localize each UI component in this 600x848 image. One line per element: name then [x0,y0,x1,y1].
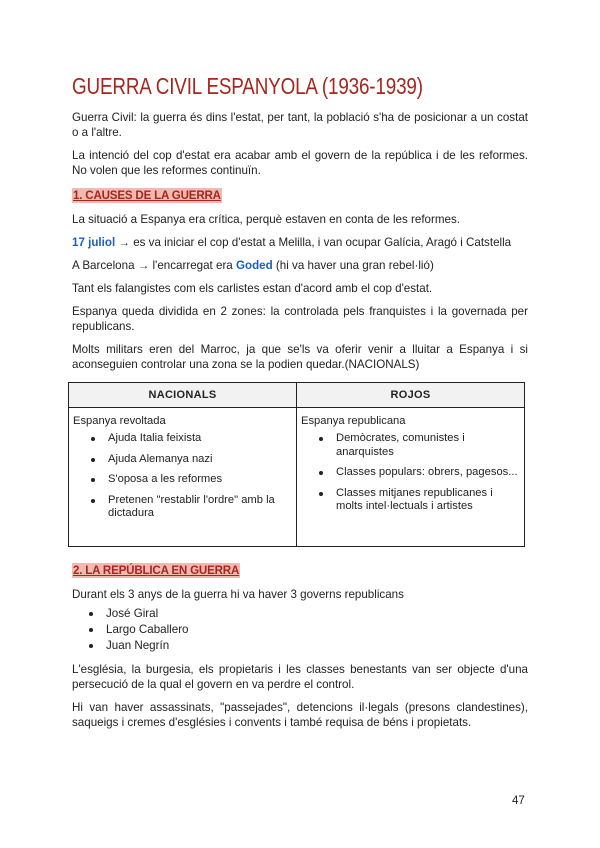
list-item: Ajuda Italia feixista [108,432,292,446]
cell-nacionals-title: Espanya revoltada [73,415,166,427]
page-title: GUERRA CIVIL ESPANYOLA (1936-1939) [72,73,423,99]
list-item: Classes mitjanes republicanes i molts intel·lectuals i artistes [336,487,520,514]
rojos-list [301,432,520,514]
cell-rojos [297,408,525,547]
list-item: Classes populars: obrers, pagesos... [336,466,520,480]
paragraph-barcelona-start: A Barcelona → l'encarregat era [72,259,236,272]
comparison-table [68,382,525,547]
paragraph-assassinats: Hi van haver assassinats, "passejades", detencions il·legals (presons clandestines), saqueigs i cremes d'esglésies i convents i també requisa de béns i propietats. [72,700,528,729]
header-nacionals: NACIONALS [69,383,297,408]
paragraph-militars: Molts militars eren del Marroc, ja que se'ls va oferir venir a lluitar a Espanya i si aconseguien controlar una zona se la podien quedar.(NACIONALS) [72,343,528,371]
list-item: José Giral [106,606,528,622]
paragraph-juliol-text: → es va iniciar el cop d'estat a Melilla, i van ocupar Galícia, Aragó i Catstella [115,236,512,249]
paragraph-juliol [72,235,528,250]
governs-list [72,606,528,654]
header-rojos: ROJOS [297,383,525,408]
section-1-heading: 1. CAUSES DE LA GUERRA [73,189,221,202]
intro-paragraph-2: La intenció del cop d'estat era acabar amb el govern de la república i de les reformes. No volen que les reformes continuïn. [72,149,528,177]
intro-paragraph-1: Guerra Civil: la guerra és dins l'estat, per tant, la població s'ha de posicionar a un costat o a l'altre. [72,111,528,139]
paragraph-barcelona-end: (hi va haver una gran rebel·lió) [272,259,434,272]
paragraph-esglesia: L'església, la burgesia, els propietaris i les classes benestants van ser objecte d'una persecució de la qual el govern en va perdre el control. [72,662,528,691]
page-number: 47 [512,795,525,807]
list-item: Juan Negrín [106,638,528,654]
table-row [69,408,525,547]
paragraph-falangistes: Tant els falangistes com els carlistes estan d'acord amb el cop d'estat. [72,282,433,295]
cell-rojos-title: Espanya republicana [301,415,406,427]
list-item: Ajuda Alemanya nazi [108,453,292,467]
paragraph-governs: Durant els 3 anys de la guerra hi va haver 3 governs republicans [72,587,404,601]
list-item: Largo Caballero [106,622,528,638]
section-2-heading-wrap [72,561,528,579]
paragraph-zones: Espanya queda dividida en 2 zones: la controlada pels franquistes i la governada per republicans. [72,305,528,333]
list-item: Demòcrates, comunistes i anarquistes [336,432,520,459]
paragraph-situacio: La situació a Espanya era crítica, perquè estaven en conta de les reformes. [72,213,460,226]
table-header-row [69,383,525,408]
list-item: Pretenen "restablir l'ordre" amb la dictadura [108,494,292,521]
document-page [72,72,528,730]
date-17-juliol: 17 juliol [72,236,116,249]
section-2-heading: 2. LA REPÚBLICA EN GUERRA [73,563,240,577]
section-1-heading-wrap [72,186,528,204]
paragraph-barcelona [72,258,528,273]
list-item: S'oposa a les reformes [108,473,292,487]
cell-nacionals [69,408,297,547]
nacionals-list [73,432,292,521]
name-goded: Goded [235,259,273,272]
